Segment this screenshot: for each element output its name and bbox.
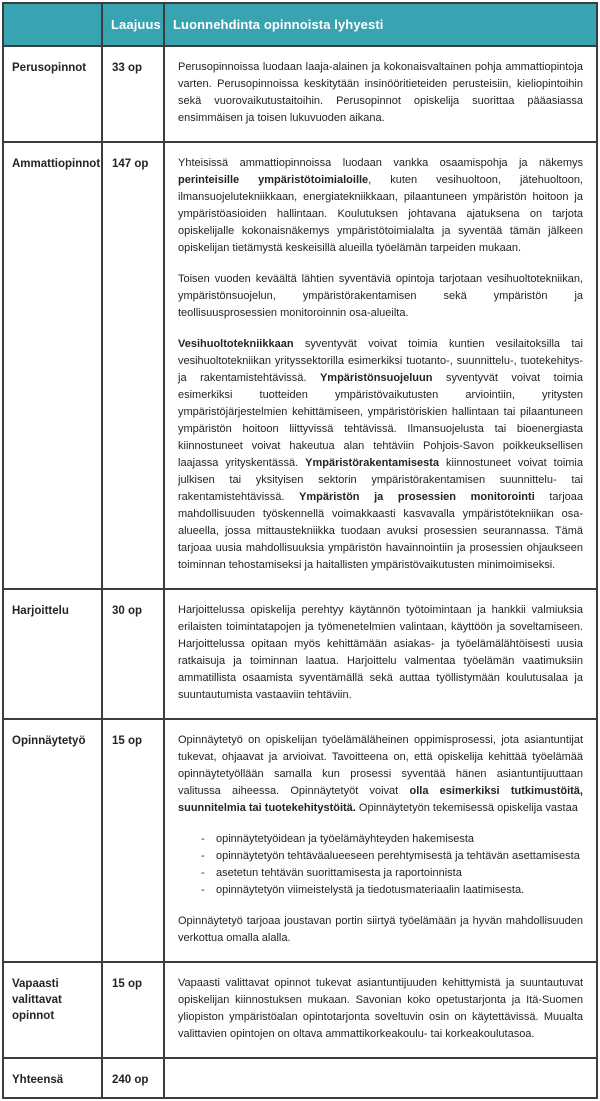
- header-description-column: Luonnehdinta opinnoista lyhyesti: [164, 3, 597, 46]
- module-label-cell: Perusopinnot: [3, 46, 102, 142]
- task-list-item: - opinnäytetyöidean ja työelämäyhteyden hakemisesta: [216, 831, 583, 848]
- module-description-cell: [164, 589, 597, 719]
- header-module-column: [3, 3, 102, 46]
- module-extent-cell: 30 op: [102, 589, 164, 719]
- table-row: [3, 589, 597, 719]
- module-extent-cell: 15 op: [102, 962, 164, 1058]
- modules-table-body: [3, 46, 597, 1098]
- bold-text: Ympäristörakentamisesta: [305, 457, 440, 469]
- body-text: Opinnäytetyön tekemisessä opiskelija vastaa: [355, 802, 578, 814]
- task-list-item: - asetetun tehtävän suorittamisesta ja raportoinnista: [216, 865, 583, 882]
- body-text: Vapaasti valittavat opinnot tukevat asiantuntijuuden kehittymistä ja suuntautuvat opiskelijan kiinnostuksen mukaan. Savonian koko opetustarjonta ja Itä-Suomen yliopiston ympäristöalan opintotarjonta soveltuvin osin on käytettävissä. Muualta valittavien opintojen on oltava ammattikorkeakoulu- tai korkeakoulutasoa.: [178, 977, 583, 1040]
- bold-text: perinteisille ympäristötoimialoille: [178, 174, 369, 186]
- module-description-cell: [164, 719, 597, 962]
- module-extent-cell: 33 op: [102, 46, 164, 142]
- module-label-cell: Harjoittelu: [3, 589, 102, 719]
- body-text: syventyvät voivat toimia esimerkiksi tuotteiden ympäristövaikutusten arviointiin, yritysten ympäristöjärjestelmien kehittämiseen, ympäristöriskien hallintaan tai pilaantuneen ympäristön hoitoon liittyvissä tehtävissä. Ilmansuojelusta tai bioenergiasta kiinnostuneet voivat hakeutua alan tehtäviin Pohjois-Savon poikkeuksellisen laajassa yrityskentässä.: [178, 372, 583, 469]
- task-list-item: - opinnäytetyön viimeistelystä ja tiedotusmateriaalin laatimisesta.: [216, 882, 583, 899]
- description-paragraph: [178, 336, 583, 574]
- table-row: [3, 46, 597, 142]
- body-text: Opinnäytetyö tarjoaa joustavan portin siirtyä työelämään ja hyvän mahdollisuuden verkottua omalla alalla.: [178, 915, 583, 944]
- bold-text: olla esimerkiksi tutkimustöitä, suunnitelmia tai tuotekehitystöitä.: [178, 785, 583, 814]
- body-text: Opinnäytetyö on opiskelijan työelämäläheinen oppimisprosessi, jota asiantuntijat tukevat, ohjaavat ja arvioivat. Tavoitteena on, että opiskelija kehittää työelämää opinnäytetyöllään samalla kun prosessi syventää hänen asiantuntijuuttaan valitussa aiheessa. Opinnäytetyöt voivat: [178, 734, 583, 797]
- header-extent-column: Laajuus: [102, 3, 164, 46]
- description-paragraph: [178, 59, 583, 127]
- table-header: [3, 3, 597, 46]
- description-paragraph: [178, 975, 583, 1043]
- bold-text: Ympäristönsuojeluun: [319, 372, 433, 384]
- task-list-item: - opinnäytetyön tehtäväalueeseen perehtymisestä ja tehtävän asettamisesta: [216, 848, 583, 865]
- body-text: , kuten vesihuoltoon, jätehuoltoon, ilmansuojelutekniikkaan, energiatekniikkaan, pilaantuneen ympäristön hoitoon ja ympäristöasioiden hallintaan. Koulutuksen johtavana ajatuksena on tarjota opiskelijalle kokonaisnäkemys ympäristötoimialalta ja syventää tämän jälkeen opiskelijan tietämystä keskeisillä alueilla työelämän tarpeiden mukaan.: [178, 174, 583, 254]
- body-text: Toisen vuoden keväältä lähtien syventäviä opintoja tarjotaan vesihuoltotekniikan, ympäristönsuojelun, ympäristörakentamisen sekä ympäristön ja teollisuusprosessien monitoroinnin osa-alueilta.: [178, 273, 583, 319]
- body-text: Yhteisissä ammattiopinnoissa luodaan vankka osaamispohja ja näkemys: [178, 157, 583, 169]
- description-paragraph: [178, 602, 583, 704]
- module-label-cell: Yhteensä: [3, 1058, 102, 1098]
- table-row: [3, 1058, 597, 1098]
- module-label-cell: Ammattiopinnot: [3, 142, 102, 589]
- module-label-cell: Opinnäytetyö: [3, 719, 102, 962]
- body-text: kiinnostuneet voivat toimia julkisen tai yksityisen sektorin ympäristörakentamisen suunnittelu- tai rakentamistehtävissä.: [178, 457, 583, 503]
- bold-text: Ympäristön ja prosessien monitorointi: [299, 491, 535, 503]
- module-description-cell: [164, 142, 597, 589]
- bold-text: Vesihuoltotekniikkaan: [178, 338, 294, 350]
- document-page: [2, 2, 598, 1099]
- description-paragraph: [178, 155, 583, 257]
- module-description-cell: [164, 962, 597, 1058]
- header-row: [3, 3, 597, 46]
- study-modules-table: [2, 2, 598, 1099]
- module-extent-cell: 240 op: [102, 1058, 164, 1098]
- table-row: [3, 719, 597, 962]
- body-text: tarjoaa mahdollisuuden työskennellä voimakkaasti kasvavalla ympäristötekniikan osa-alueella, jossa mittaustekniikka tuodaan avuksi prosessien seurannassa. Tämä tarjoaa uusia mahdollisuuksia ympäristön havainnointiin ja prosessien ohjaukseen toiminnan tehostamiseksi ja haitallisten ympäristövaikutusten minimoimiseksi.: [178, 491, 583, 571]
- description-paragraph: [178, 913, 583, 947]
- module-label-cell: Vapaasti valittavat opinnot: [3, 962, 102, 1058]
- description-paragraph: [178, 732, 583, 817]
- body-text: Perusopinnoissa luodaan laaja-alainen ja kokonaisvaltainen pohja ammattiopintoja varten. Perusopinnoissa keskitytään insinööritieteiden perusteisiin, kieliopintoihin sekä vuorovaikutustaitoihin. Perusopinnot opiskelija suorittaa pääasiassa ensimmäisen ja toisen lukuvuoden aikana.: [178, 61, 583, 124]
- description-paragraph: [178, 271, 583, 322]
- module-description-cell: [164, 1058, 597, 1098]
- module-description-cell: [164, 46, 597, 142]
- module-extent-cell: 147 op: [102, 142, 164, 589]
- module-extent-cell: 15 op: [102, 719, 164, 962]
- task-list: [178, 831, 583, 899]
- body-text: Harjoittelussa opiskelija perehtyy käytännön työtoimintaan ja hankkii valmiuksia erilaisten toimintatapojen ja työmenetelmien valintaan, käyttöön ja soveltamiseen. Harjoittelussa opitaan myös kehittämään asiakas- ja työelämälähtöisesti uusia ratkaisuja ja toiminnan laatua. Harjoittelu valmentaa työelämän vaatimuksiin ammatillista osaamista syventämällä sekä auttaa työllistymään koulutusalaa ja suuntautumista vastaaviin tehtäviin.: [178, 604, 583, 701]
- table-row: [3, 962, 597, 1058]
- body-text: syventyvät voivat toimia kuntien vesilaitoksilla tai vesihuoltotekniikan yrityssektorilla esimerkiksi tuotanto-, suunnittelu-, tuotekehitys- ja rakentamistehtävissä.: [178, 338, 583, 384]
- table-row: [3, 142, 597, 589]
